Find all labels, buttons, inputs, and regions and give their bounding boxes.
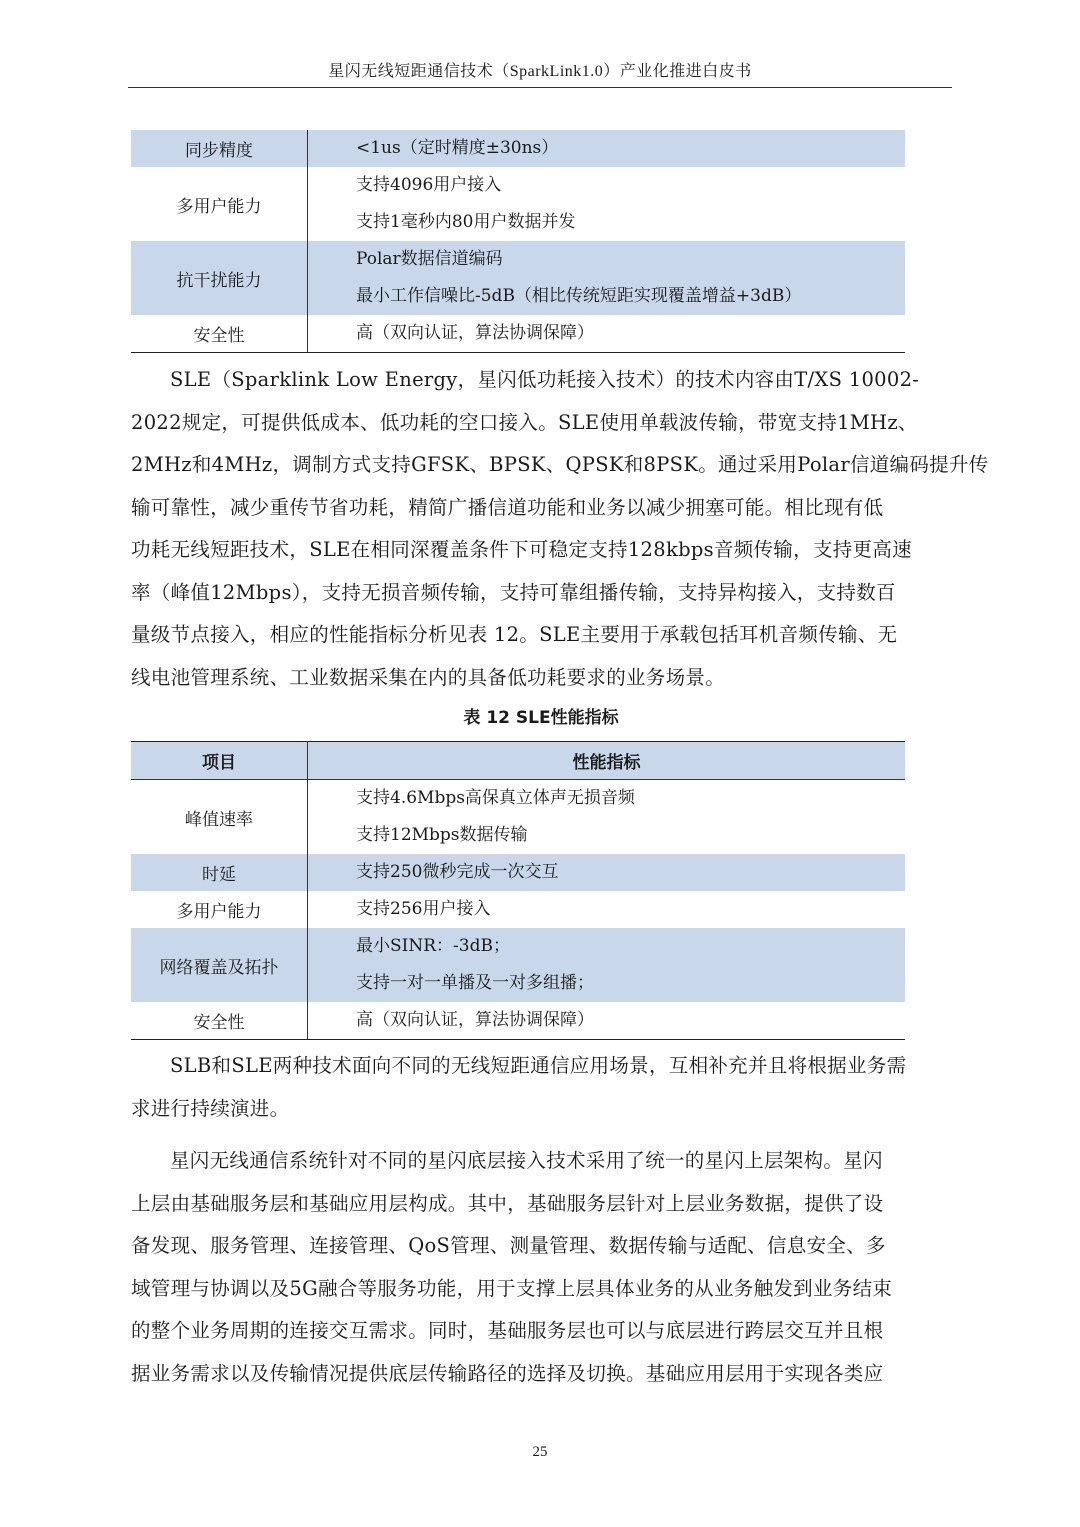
table-cell-value [308, 167, 906, 241]
table-cell-value [308, 928, 906, 1002]
text-line: 率（峰值12Mbps），支持无损音频传输，支持可靠组播传输，支持异构接入，支持数百 [131, 580, 896, 604]
table-cell-item: 网络覆盖及拓扑 [131, 928, 308, 1002]
text-line: 备发现、服务管理、连接管理、QoS管理、测量管理、数据传输与适配、信息安全、多 [131, 1234, 886, 1257]
table-cell-item: 时延 [131, 854, 308, 891]
text-line: 上层由基础服务层和基础应用层构成。其中，基础服务层针对上层业务数据，提供了设 [131, 1191, 884, 1215]
value-line: 支持256用户接入 [356, 899, 491, 919]
table-row [131, 130, 905, 167]
table-row [131, 780, 905, 855]
table-row [131, 1002, 905, 1040]
table-row [131, 315, 905, 353]
table-row [131, 928, 905, 1002]
value-line: <1us（定时精度±30ns） [356, 138, 559, 158]
value-line: 支持250微秒完成一次交互 [356, 862, 559, 882]
value-line: 高（双向认证，算法协调保障） [356, 1010, 594, 1030]
text-line: SLB和SLE两种技术面向不同的无线短距通信应用场景，互相补充并且将根据业务需 [170, 1054, 907, 1077]
table-caption: 表 12 SLE性能指标 [463, 708, 619, 728]
table-cell-item: 同步精度 [131, 130, 308, 167]
text-line: 域管理与协调以及5G融合等服务功能，用于支撑上层具体业务的从业务触发到业务结束 [131, 1276, 893, 1300]
body-paragraph-slb-sle [131, 1045, 951, 1130]
text-line: 量级节点接入，相应的性能指标分析见表 12。SLE主要用于承载包括耳机音频传输、无 [131, 623, 898, 646]
text-line: 功耗无线短距技术，SLE在相同深覆盖条件下可稳定支持128kbps音频传输，支持更高速 [131, 538, 912, 561]
value-line: 最小工作信噪比-5dB（相比传统短距实现覆盖增益+3dB） [356, 286, 802, 306]
table-cell-item: 安全性 [131, 315, 308, 353]
table-cell-item: 峰值速率 [131, 780, 308, 855]
table-row [131, 854, 905, 891]
table-row [131, 167, 905, 241]
table-row [131, 241, 905, 315]
table-cell-item: 多用户能力 [131, 891, 308, 928]
column-header-item: 项目 [131, 742, 308, 780]
value-line: 支持一对一单播及一对多组播； [356, 973, 594, 993]
text-line: 2MHz和4MHz，调制方式支持GFSK、BPSK、QPSK和8PSK。通过采用Polar信道编码提升传 [131, 453, 989, 476]
table-cell-value [308, 241, 906, 315]
text-line: 输可靠性，减少重传节省功耗，精简广播信道功能和业务以减少拥塞可能。相比现有低 [131, 495, 884, 519]
spec-table-continued [131, 130, 905, 353]
table-row [131, 891, 905, 928]
page-header-title: 星闪无线短距通信技术（SparkLink1.0）产业化推进白皮书 [328, 63, 752, 80]
text-line: 2022规定，可提供低成本、低功耗的空口接入。SLE使用单载波传输，带宽支持1MHz、 [131, 410, 918, 434]
body-paragraph-architecture [131, 1140, 951, 1395]
table-cell-value [308, 854, 906, 891]
value-line: 最小SINR：-3dB； [356, 936, 510, 956]
text-line: 求进行持续演进。 [131, 1096, 290, 1120]
table-cell-value [308, 315, 906, 353]
header-rule [128, 87, 952, 88]
table-cell-value [308, 780, 906, 855]
table-cell-value [308, 130, 906, 167]
body-paragraph-sle [131, 359, 989, 699]
text-line: 线电池管理系统、工业数据采集在内的具备低功耗要求的业务场景。 [131, 665, 726, 689]
text-line: 的整个业务周期的连接交互需求。同时，基础服务层也可以与底层进行跨层交互并且根 [131, 1319, 884, 1342]
value-line: 支持12Mbps数据传输 [356, 825, 528, 845]
table-header-row [131, 742, 905, 780]
table-cell-item: 安全性 [131, 1002, 308, 1040]
value-line: 高（双向认证，算法协调保障） [356, 323, 594, 343]
text-line: 星闪无线通信系统针对不同的星闪底层接入技术采用了统一的星闪上层架构。星闪 [170, 1149, 883, 1172]
page-number: 25 [532, 1444, 548, 1460]
sle-performance-table [131, 741, 905, 1040]
column-header-metric: 性能指标 [308, 742, 906, 780]
table-cell-item: 多用户能力 [131, 167, 308, 241]
value-line: 支持4096用户接入 [356, 175, 502, 195]
text-line: SLE（Sparklink Low Energy，星闪低功耗接入技术）的技术内容由T/XS 10002- [170, 368, 920, 391]
value-line: 支持1毫秒内80用户数据并发 [356, 212, 576, 232]
table-cell-value [308, 891, 906, 928]
value-line: Polar数据信道编码 [356, 249, 503, 269]
table-cell-item: 抗干扰能力 [131, 241, 308, 315]
table-cell-value [308, 1002, 906, 1040]
text-line: 据业务需求以及传输情况提供底层传输路径的选择及切换。基础应用层用于实现各类应 [131, 1361, 884, 1385]
value-line: 支持4.6Mbps高保真立体声无损音频 [356, 788, 635, 808]
